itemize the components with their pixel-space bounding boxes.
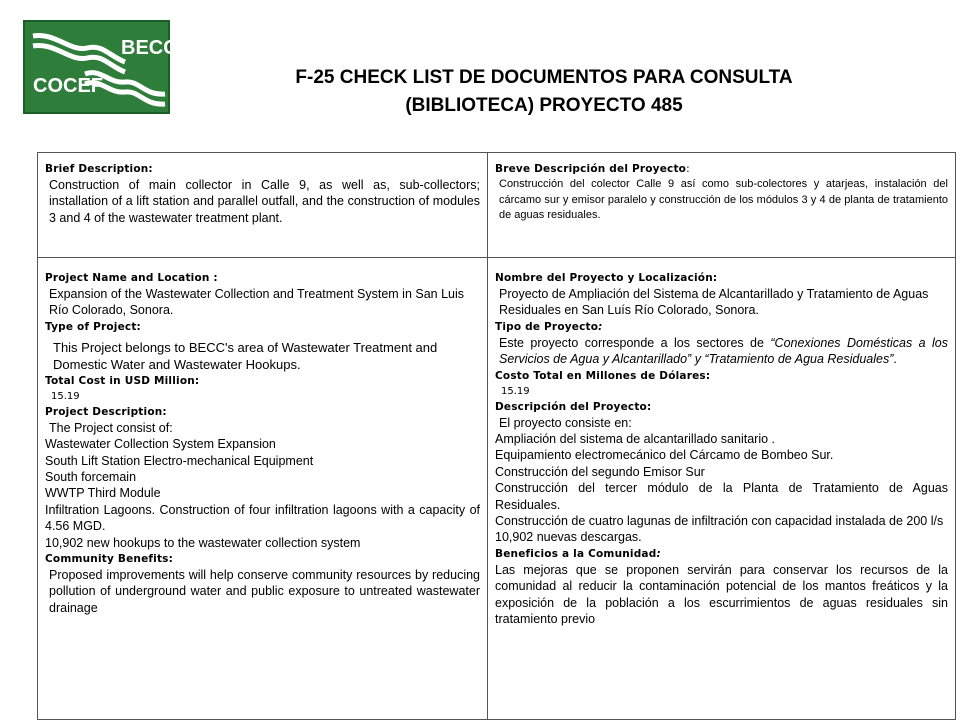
- desc-item-es: 10,902 nuevas descargas.: [495, 530, 642, 545]
- desc-item-es: Construcción del tercer módulo de la Planta de Tratamiento de Aguas Residuales.: [495, 481, 948, 512]
- brief-heading-es: Breve Descripción del Proyecto:: [495, 163, 690, 175]
- brief-heading-en: Brief Description:: [45, 163, 153, 175]
- details-row: [38, 258, 956, 720]
- project-details-en: [38, 258, 488, 720]
- brief-description-es: [488, 153, 956, 258]
- desc-item-en: 10,902 new hookups to the wastewater collection system: [45, 535, 361, 550]
- desc-item-en: South forcemain: [45, 470, 137, 485]
- desc-item-en: WWTP Third Module: [45, 486, 161, 501]
- project-checklist-table: [37, 152, 956, 720]
- cost-heading-en: Total Cost in USD Million:: [45, 374, 200, 387]
- name-heading-en: Project Name and Location :: [45, 272, 218, 284]
- benefits-text-en: Proposed improvements will help conserve community resources by reducing pollution of underground water and public exposure to untreated wastewater drainage: [49, 568, 480, 615]
- cost-value-es: 15.19: [501, 385, 530, 397]
- brief-text-es: Construcción del colector Calle 9 así como sub-colectores y atarjeas, instalación del cárcamo sur y emisor paralelo y construcción de los módulos 3 y 4 de planta de tratamiento de aguas residuales.: [499, 178, 948, 221]
- brief-description-en: [38, 153, 488, 258]
- desc-intro-es: El proyecto consiste en:: [499, 415, 632, 430]
- logo-wave-icon: [25, 22, 178, 116]
- desc-item-es: Equipamiento electromecánico del Cárcamo de Bombeo Sur.: [495, 448, 834, 463]
- cost-value-en: 15.19: [51, 390, 80, 402]
- svg-text:BECC: BECC: [121, 37, 178, 59]
- type-heading-en: Type of Project:: [45, 320, 141, 333]
- desc-item-es: Construcción del segundo Emisor Sur: [495, 464, 705, 479]
- desc-item-en: South Lift Station Electro-mechanical Equipment: [45, 453, 314, 468]
- name-heading-es: Nombre del Proyecto y Localización:: [495, 272, 718, 284]
- type-text-es: Este proyecto corresponde a los sectores de “Conexiones Domésticas a los Servicios de Agua y Alcantarillado” y “Tratamiento de Agua Residuales”.: [499, 335, 948, 367]
- project-details-es: [488, 258, 956, 720]
- desc-heading-es: Descripción del Proyecto:: [495, 400, 652, 413]
- benefits-heading-es: Beneficios a la Comunidad:: [495, 547, 661, 560]
- name-text-es: Proyecto de Ampliación del Sistema de Alcantarillado y Tratamiento de Aguas Residuales en San Luís Río Colorado, Sonora.: [499, 287, 929, 318]
- title-line-2: (BIBLIOTECA) PROYECTO 485: [405, 95, 683, 116]
- brief-text-en: Construction of main collector in Calle 9, as well as, sub-collectors; installation of a lift station and parallel outfall, and the construction of modules 3 and 4 of the wastewater treatment plant.: [49, 178, 480, 225]
- benefits-heading-en: Community Benefits:: [45, 553, 174, 566]
- becc-cocef-logo: [23, 20, 178, 114]
- desc-item-en: Wastewater Collection System Expansion: [45, 437, 276, 452]
- type-heading-es: Tipo de Proyecto:: [495, 320, 603, 333]
- desc-item-es: Ampliación del sistema de alcantarillado sanitario .: [495, 432, 776, 447]
- title-line-1: F-25 CHECK LIST DE DOCUMENTOS PARA CONSULTA: [295, 67, 793, 88]
- desc-item-es: Construcción de cuatro lagunas de infiltración con capacidad instalada de 200 l/s: [495, 514, 944, 529]
- type-text-en: This Project belongs to BECC's area of Wastewater Treatment and Domestic Water and Wastewater Hookups.: [53, 339, 438, 372]
- svg-text:COCEF: COCEF: [33, 75, 103, 97]
- brief-row: [38, 153, 956, 258]
- cost-heading-es: Costo Total en Millones de Dólares:: [495, 369, 711, 382]
- benefits-text-es: Las mejoras que se proponen servirán para conservar los recursos de la comunidad al reducir la contaminación potencial de los mantos freáticos y la exposición de la población a los escurrimientos de aguas residuales sin tratamiento previo: [495, 562, 948, 627]
- desc-item-en: Infiltration Lagoons. Construction of four infiltration lagoons with a capacity of 4.56 MGD.: [45, 502, 480, 534]
- name-text-en: Expansion of the Wastewater Collection and Treatment System in San Luis Río Colorado, Sonora.: [49, 287, 465, 318]
- desc-heading-en: Project Description:: [45, 405, 167, 418]
- page-title: [210, 64, 878, 120]
- desc-intro-en: The Project consist of:: [49, 420, 173, 435]
